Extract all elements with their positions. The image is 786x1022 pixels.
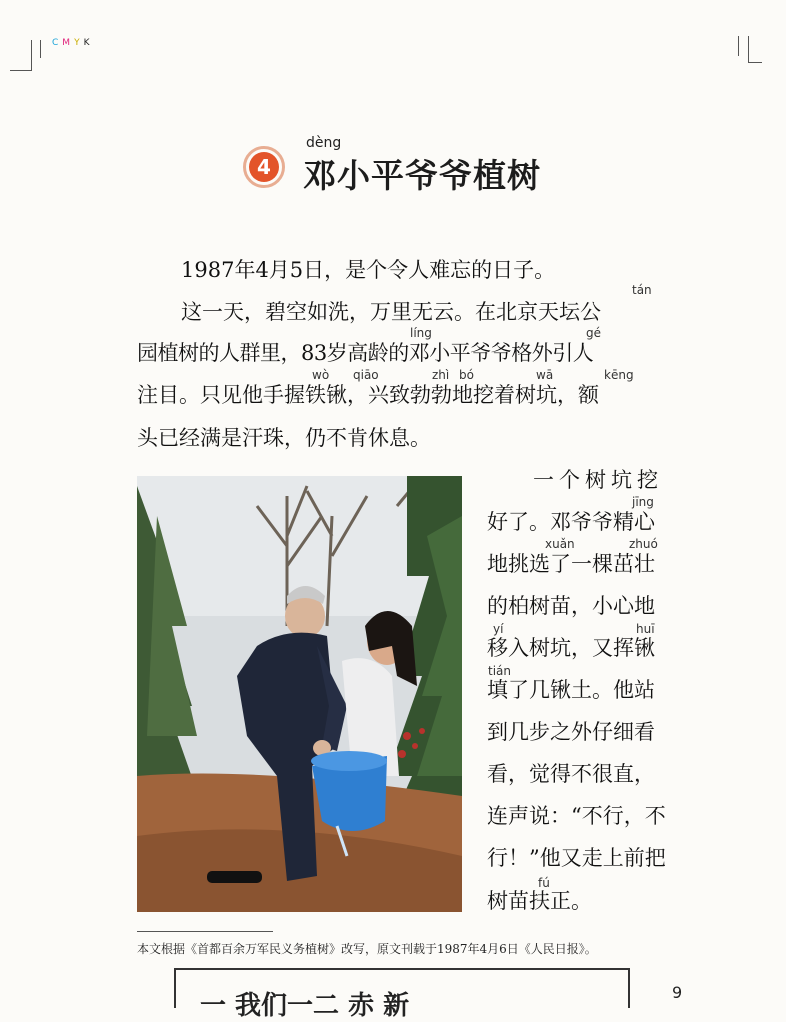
lesson-number: 4	[249, 152, 279, 182]
lesson-number-badge	[243, 146, 285, 188]
pinyin-tian: tián	[488, 664, 511, 678]
pinyin-ling: líng	[410, 326, 432, 340]
body-line-12: 到几步之外仔细看	[487, 720, 655, 744]
page-number: 9	[672, 983, 683, 1002]
lesson-title: 邓小平爷爷植树	[303, 156, 541, 195]
body-line-11: 填了几锹土。他站	[487, 678, 655, 702]
title-pinyin: dèng	[306, 135, 342, 151]
body-line-1: 1987年4月5日，是个令人难忘的日子。	[181, 258, 556, 282]
pinyin-bo: bó	[459, 368, 474, 382]
body-line-9: 的柏树苗，小心地	[487, 594, 655, 618]
cmyk-c: C	[52, 38, 60, 48]
tree-planting-photo	[137, 476, 462, 912]
body-line-5: 头已经满是汗珠，仍不肯休息。	[137, 426, 431, 450]
pinyin-tan: tán	[632, 283, 652, 297]
next-lesson-title: 一 我们一二 赤 新	[200, 991, 410, 1021]
cmyk-k: K	[83, 38, 91, 48]
pinyin-xuan: xuǎn	[545, 537, 575, 551]
pinyin-wo: wò	[312, 368, 330, 382]
pinyin-keng: kēng	[604, 368, 634, 382]
body-line-13: 看，觉得不很直，	[487, 762, 655, 786]
pinyin-wa: wā	[536, 368, 554, 382]
body-line-3: 园植树的人群里，83岁高龄的邓小平爷爷格外引人	[137, 341, 594, 365]
body-line-10: 移入树坑，又挥锹	[487, 636, 655, 660]
body-line-6: 一个树坑挖	[533, 468, 663, 492]
pinyin-ge: gé	[586, 326, 601, 340]
body-line-7: 好了。邓爷爷精心	[487, 510, 655, 534]
body-line-16: 树苗扶正。	[487, 889, 592, 913]
footnote: 本文根据《首都百余万军民义务植树》改写，原文刊载于1987年4月6日《人民日报》。	[137, 942, 597, 956]
footnote-rule	[137, 931, 273, 932]
pinyin-zhi: zhì	[432, 368, 450, 382]
body-line-4: 注目。只见他手握铁锹，兴致勃勃地挖着树坑，额	[137, 383, 599, 407]
cmyk-y: Y	[74, 38, 81, 48]
body-line-15: 行！”他又走上前把	[487, 846, 666, 870]
body-line-14: 连声说：“不行，不	[487, 804, 666, 828]
pinyin-jing: jīng	[632, 495, 654, 509]
pinyin-yi: yí	[493, 622, 504, 636]
pinyin-hui: huī	[636, 622, 655, 636]
body-line-2: 这一天，碧空如洗，万里无云。在北京天坛公	[181, 300, 601, 324]
cmyk-registration	[52, 38, 93, 48]
pinyin-fu: fú	[538, 876, 550, 890]
pinyin-qiao: qiāo	[353, 368, 379, 382]
cmyk-m: M	[62, 38, 72, 48]
pinyin-zhuo: zhuó	[629, 537, 658, 551]
body-line-8: 地挑选了一棵茁壮	[487, 552, 655, 576]
